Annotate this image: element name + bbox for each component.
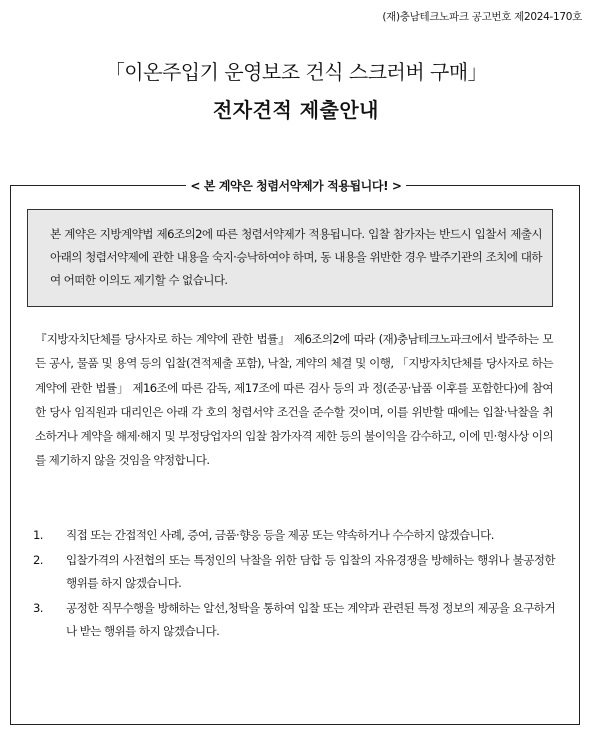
integrity-pledge-paragraph: [27, 327, 553, 473]
integrity-summary-box: [27, 209, 553, 307]
pledge-conditions-list: [27, 524, 555, 645]
document-title: 「이온주입기 운영보조 건식 스크러버 구매」: [104, 60, 488, 84]
list-item-number: 1.: [33, 528, 43, 542]
document-subtitle: 전자견적 제출안내: [212, 98, 380, 122]
list-item-number: 3.: [33, 600, 43, 615]
integrity-pledge-legend-text: < 본 계약은 청렴서약제가 적용됩니다! >: [186, 179, 405, 193]
notice-number: (재)충남테크노파크 공고번호 제2024-170호: [382, 11, 582, 23]
list-item: [27, 597, 555, 644]
list-item: [27, 549, 555, 596]
integrity-pledge-text: 『지방자치단체를 당사자로 하는 계약에 관한 법률』 제6조의2에 따라 (재)충남테크노파크에서 발주하는 모든 공사, 물품 및 용역 등의 입찰(견적제출 포함), 낙찰, 계약의 체결 및 이행, 「지방자치단체를 당사자로 하는 계약에 관한 법률」 제16조에 따른 감독, 제17조에 따른 검사 등의 과 정(준공·납품 이후를 포함한다)에 참여한 당사 임직원과 대리인은 아래 각 호의 청렴서약 조건을 준수할 것이며, 이를 위반할 때에는 입찰·낙찰을 취소하거나 계약을 해제·해지 및 부정당업자의 입찰 참가자격 제한 등의 불이익을 감수하고, 이에 민·형사상 이의를 제기하지 않을 것임을 약정합니다.: [35, 332, 553, 468]
integrity-summary-text: 본 계약은 지방계약법 제6조의2에 따른 청렴서약제가 적용됩니다. 입찰 참가자는 반드시 입찰서 제출시 아래의 청렴서약제에 관한 내용을 숙지·승낙하여야 하며, 동 내용을 위반한 경우 발주기관의 조치에 대하여 어떠한 이의도 제기할 수 없습니다.: [50, 227, 542, 287]
list-item-text: 공정한 직무수행을 방해하는 알선,청탁을 통하여 입찰 또는 계약과 관련된 특정 정보의 제공을 요구하거나 받는 행위를 하지 않겠습니다.: [66, 600, 555, 638]
integrity-pledge-legend: [0, 177, 592, 194]
list-item-number: 2.: [33, 552, 43, 567]
list-item-text: 입찰가격의 사전협의 또는 특정인의 낙찰을 위한 담합 등 입찰의 자유경쟁을 방해하는 행위나 불공정한 행위를 하지 않겠습니다.: [66, 552, 555, 590]
list-item: [27, 524, 555, 548]
list-item-text: 직접 또는 간접적인 사례, 증여, 금품·향응 등을 제공 또는 약속하거나 수수하지 않겠습니다.: [66, 528, 494, 542]
